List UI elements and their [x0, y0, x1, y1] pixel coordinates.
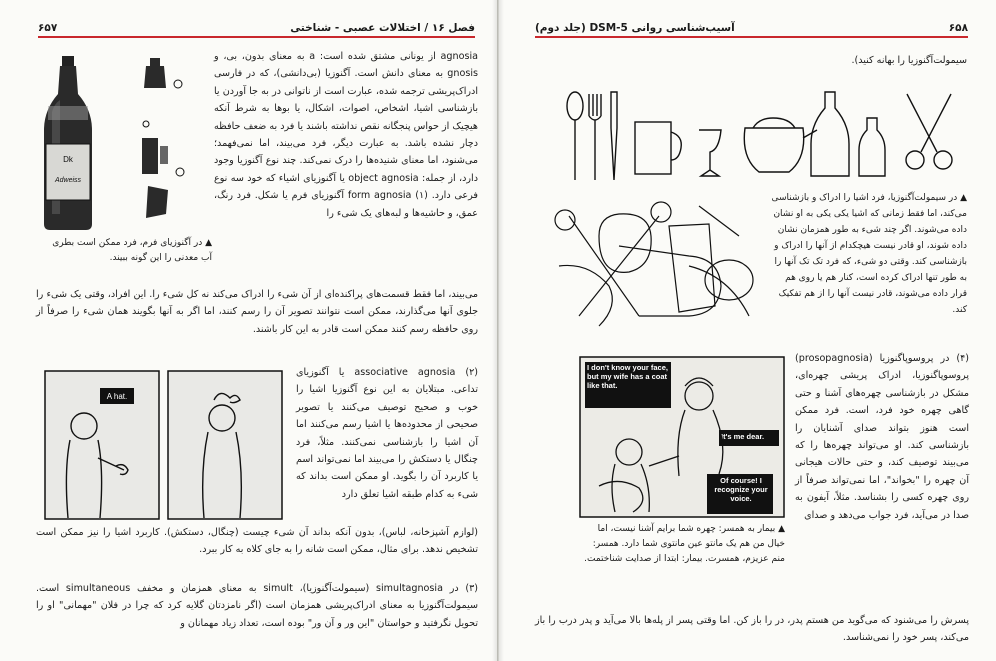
- left-header: [38, 20, 475, 38]
- bottle-brand: Dk: [63, 155, 73, 164]
- para-associative-cont: (لوازم آشپزخانه، لباس)، بدون آنکه بداند آن شیء چیست (چنگال، دستکش). کاربرد اشیا را نیز ممکن است تشخیص ندهد. برای مثال، ممکن است شانه را به جای کلاه به کار ببرد.: [36, 527, 478, 556]
- face-comic-caption: ▲ بیمار به همسر: چهره شما برایم آشنا نیست، اما خیال من هم یک مانتو عین مانتوی شما دارد. همسر: منم عزیزم، همسرت. بیمار: ابتدا از صدایت شناختمت.: [584, 524, 785, 564]
- right-header: [535, 20, 968, 38]
- para-associative-agnosia: (۲) associative agnosia یا آگنوزیای تداعی. مبتلایان به این نوع آگنوزیا اشیا را خوب و صحیح توصیف می‌کنند یا تصویر صحیحی از محدوده‌ها یا اشیا رسم می‌کنند اما آن اشیا را بازشناسی نمی‌کنند. مثلاً، فرد چنگال یا دستکش را می‌بیند اما نمی‌تواند اسم یا کاربرد آن را بگوید. او ممکن است بداند که شیء به کدام طبقه اشیا تعلق دارد: [296, 367, 478, 500]
- para-form-agnosia-cont: می‌بیند، اما فقط قسمت‌های پراکنده‌ای از آن شیء را ادراک می‌کند نه کل شیء را. این افراد، وقتی یک شیء را جلوی آنها می‌گذارند، ممکن است نتوانند تصویر آن را رسم کنند، اما اگر به آنها بگویند همان شیء را صرفاً از روی حافظه رسم کنند ممکن است قادر به این کار باشند.: [36, 289, 478, 335]
- left-paragraph-2: [296, 364, 478, 504]
- right-header-title: آسیب‌شناسی روانی DSM-5 (جلد دوم): [535, 22, 735, 34]
- right-bottom-line: پسرش را می‌شنود که می‌گوید من هستم پدر، در را باز کن. اما وقتی پسر از پله‌ها بالا می‌آید و پدر درب را باز می‌کند، پسر خود را نمی‌شناسد.: [535, 615, 969, 644]
- para-simultagnosia: (۳) در simultagnosia (سیمولت‌آگنوزیا)، simult به معنای همزمان و مخفف simultaneous است. سیمولت‌آگنوزیا به معنای ادراک‌پریشی همزمان است (اگر نامزدتان گلایه کرد که چرا در فلان "مهمانی" او را تحویل نگرفتید و حواستان "این ور و آن ور" بوده است، تعداد زیاد مهمانان و: [36, 583, 478, 629]
- right-paragraph-4: [795, 350, 969, 525]
- face-comic-figure: [579, 356, 785, 518]
- right-top-line: سیمولت‌آگنوزیا را بهانه کنید).: [851, 55, 967, 66]
- bottle-label: Adweiss: [54, 177, 82, 184]
- right-page: [498, 0, 996, 661]
- comic-bubble-voice: Of course! I recognize your voice.: [714, 476, 768, 503]
- bottle-figure: [40, 54, 212, 234]
- left-header-title: فصل ۱۶ / اختلالات عصبی - شناختی: [290, 22, 475, 34]
- right-page-number: ۶۵۸: [948, 22, 968, 34]
- comic-bubble-hat: A hat.: [106, 392, 128, 401]
- book-gutter: [492, 0, 504, 661]
- objects-caption: ▲ در سیمولت‌آگنوزیا، فرد اشیا را ادراک و بازشناسی می‌کند، اما فقط زمانی که اشیا یکی یکی به او نشان داده می‌شوند. اگر چند شیء به طور همزمان نشان داده شوند، او قادر نیست هیچکدام از آنها را ادراک و بازشناسی کند. وقتی دو شیء، که فرد تک تک آنها را به طور تنها ادراک کرده است، کنار هم یا روی هم قرار داده می‌شوند، قادر نیست آنها را از هم تفکیک کند.: [771, 193, 967, 315]
- left-page-number: ۶۵۷: [38, 22, 58, 34]
- left-paragraph-2-cont: [36, 524, 478, 560]
- left-paragraph-1-cont: [36, 286, 478, 339]
- left-paragraph-3: [36, 580, 478, 633]
- left-paragraph-1: [214, 48, 478, 223]
- overlapping-objects-figure: [539, 196, 761, 336]
- comic-bubble-face: I don't know your face, but my wife has a coat like that.: [587, 363, 668, 390]
- objects-row-figure: [559, 88, 971, 184]
- comic-bubble-me: It's me dear.: [721, 432, 765, 441]
- para-agnosia: agnosia از یونانی مشتق شده است: a به معنای بدون، بی، و gnosis به معنای دانش است. آگنوزیا (بی‌دانشی)، که در فارسی ادراک‌پریشی ترجمه شده، عبارت است از ناتوانی در به جا آوردن یا بازشناسی اشیا، اشخاص، اصوات، اشکال، یا بوها به شرط آنکه هیچیک از حواس پنجگانه نقص نداشته باشند یا فرد به ضعف حافظه دچار نشده باشد. به عبارت دیگر، فرد می‌بیند، اما نمی‌فهمد؛ می‌شنود، اما معنای شنیده‌ها را درک نمی‌کند. چند نوع آگنوزیا وجود دارد، از جمله: object agnosia یا آگنوزیای اشیاء که خود سه نوع فرعی دارد. (۱) form agnosia آگنوزیای فرم یا شکل. فرد رنگ، عمق، و حاشیه‌ها و لبه‌های یک شیء را: [214, 51, 478, 219]
- bottle-caption: ▲ در آگنوزیای فرم، فرد ممکن است بطری آب معدنی را این گونه ببیند.: [52, 238, 212, 263]
- hat-comic-figure: [44, 370, 284, 520]
- para-prosopagnosia: (۴) در پروسوپاگنوزیا (prosopagnosia) پروسوپاگنوزیا، ادراک پریشی چهره‌ای، مشکل در بازشناسی چهره‌های آشنا و حتی گاهی چهره خود فرد، است. فرد ممکن است هنوز بتواند صدای آشنایان را بازشناسی کند. او می‌تواند چهره‌ها را که می‌بیند توصیف کند، و حتی حالات هیجانی آن چهره را "بخواند"، اما نمی‌تواند صرفاً از روی چهره کسی را بشناسد. مثلاً، آیفون به صدا در می‌آید، فرد جواب می‌دهد و صدای: [795, 353, 969, 521]
